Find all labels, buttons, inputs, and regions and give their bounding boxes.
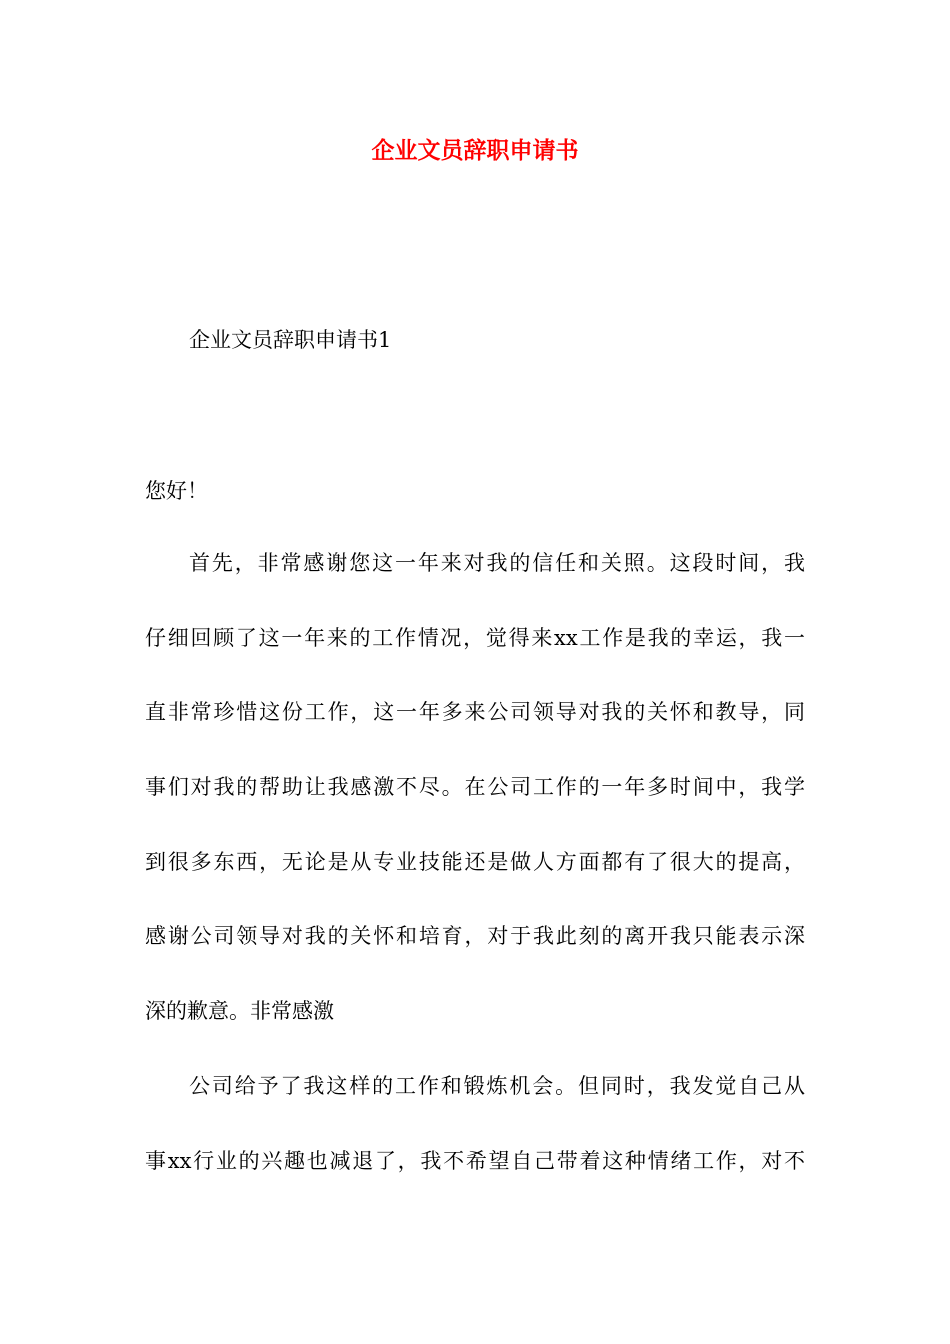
body-line: 深的歉意。非常感激 <box>145 999 334 1024</box>
body-line: 事xx行业的兴趣也减退了，我不希望自己带着这种情绪工作，对不 <box>145 1148 805 1173</box>
body-text <box>145 546 805 1218</box>
body-line: 仔细回顾了这一年来的工作情况，觉得来xx工作是我的幸运，我一 <box>145 625 805 650</box>
document-title: 企业文员辞职申请书 <box>371 137 579 164</box>
body-line: 到很多东西，无论是从专业技能还是做人方面都有了很大的提高， <box>145 849 805 874</box>
section-heading: 企业文员辞职申请书1 <box>189 328 392 352</box>
body-line: 首先，非常感谢您这一年来对我的信任和关照。这段时间，我 <box>189 551 805 575</box>
greeting-text: 您好！ <box>145 479 208 503</box>
body-line: 感谢公司领导对我的关怀和培育，对于我此刻的离开我只能表示深 <box>145 924 805 949</box>
body-line: 直非常珍惜这份工作，这一年多来公司领导对我的关怀和教导，同 <box>145 700 805 725</box>
body-line: 公司给予了我这样的工作和锻炼机会。但同时，我发觉自己从 <box>189 1073 805 1098</box>
body-line: 事们对我的帮助让我感激不尽。在公司工作的一年多时间中，我学 <box>145 775 805 800</box>
